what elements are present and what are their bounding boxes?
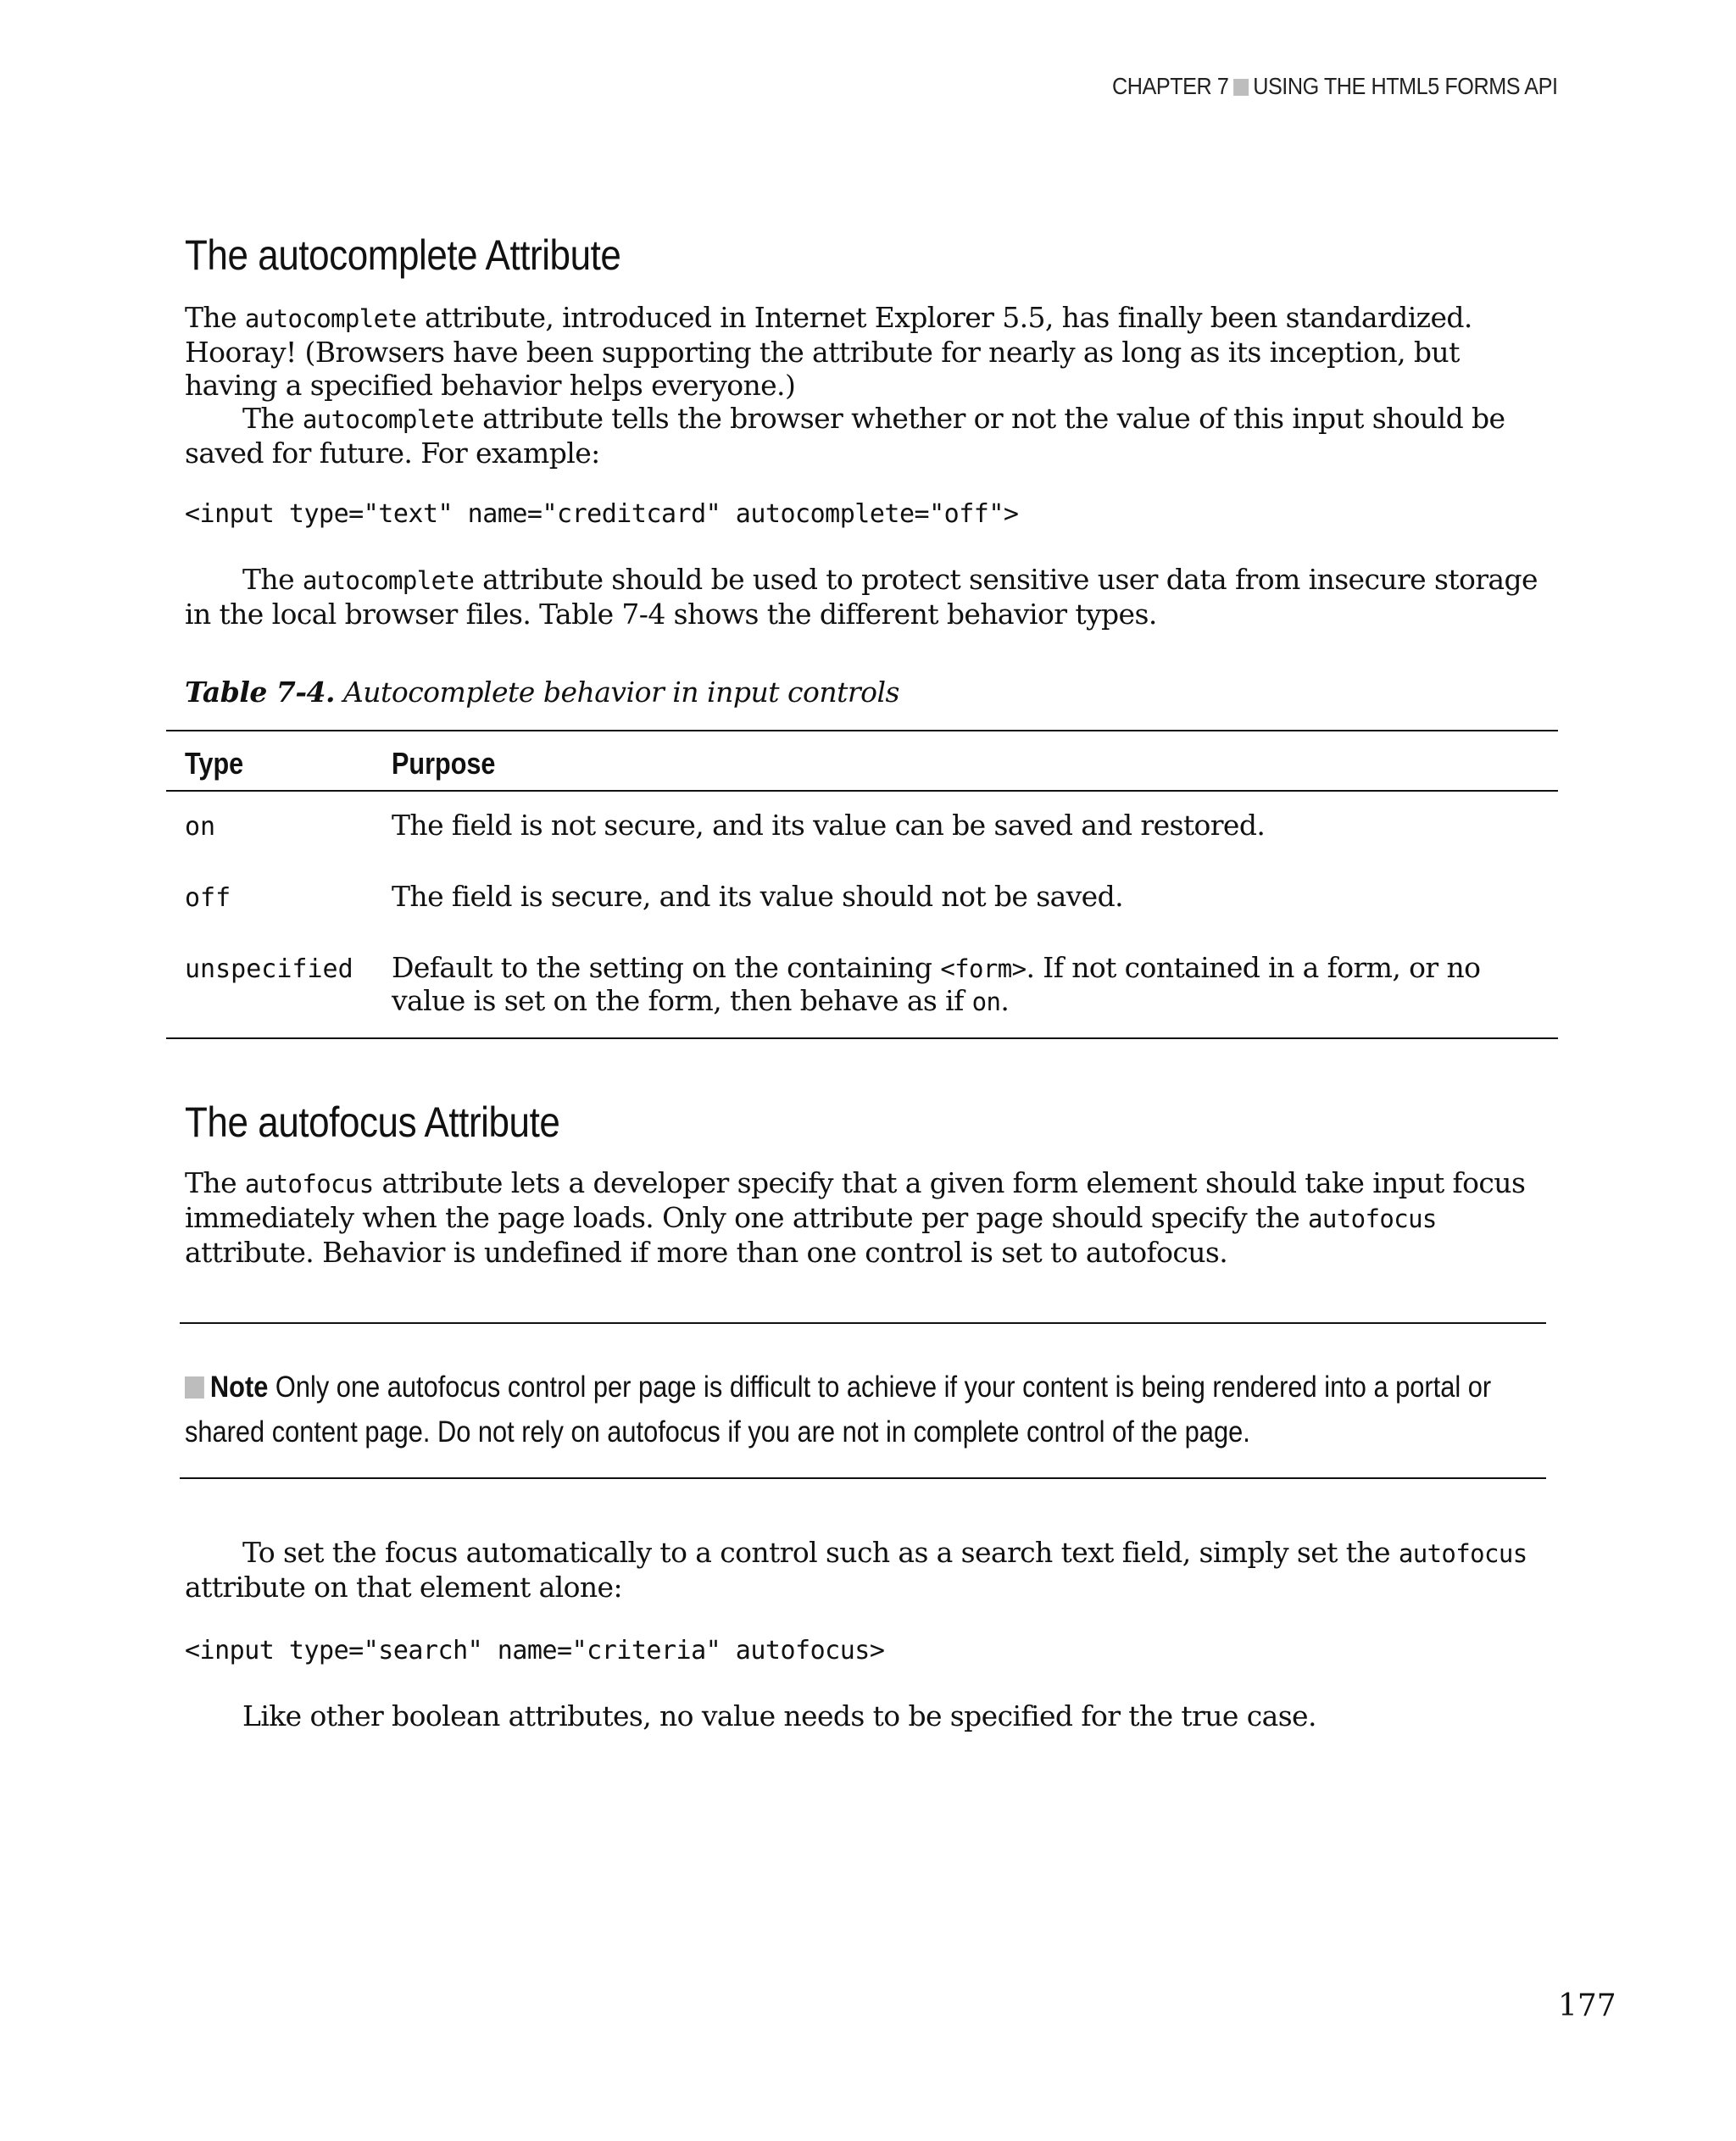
table-header-type: Type xyxy=(185,746,244,781)
inline-code: autofocus xyxy=(1398,1539,1527,1568)
paragraph-boolean-note: Like other boolean attributes, no value needs to be specified for the true case. xyxy=(242,1699,1316,1732)
page-number: 177 xyxy=(1558,1988,1616,2023)
inline-code: autocomplete xyxy=(244,304,417,333)
section-heading-autofocus: The autofocus Attribute xyxy=(185,1098,560,1146)
note-box xyxy=(185,1365,1527,1454)
text: The xyxy=(242,402,303,435)
text: attribute on that element alone: xyxy=(185,1571,622,1604)
table-header-rule xyxy=(166,790,1558,792)
note-text: Only one autofocus control per page is difficult to achieve if your content is being rendered into a portal or shared content page. Do not rely on autofocus if you are not in complete control of the page. xyxy=(185,1371,1492,1449)
table-header-purpose: Purpose xyxy=(392,746,496,781)
square-bullet-icon xyxy=(185,1376,204,1399)
paragraph-autofocus-usage xyxy=(185,1536,1558,1604)
paragraph-autocomplete-purpose xyxy=(185,402,1558,470)
text: . If not contained in a form, or no value is set on the form, then behave as if xyxy=(392,951,1481,1017)
text: The xyxy=(242,563,303,596)
inline-code: autofocus xyxy=(1308,1204,1437,1233)
table-cell-type: unspecified xyxy=(185,954,353,984)
text: attribute. Behavior is undefined if more than one control is set to autofocus. xyxy=(185,1236,1228,1269)
text: . xyxy=(1000,984,1010,1017)
chapter-label: CHAPTER 7 xyxy=(1112,73,1229,99)
section-heading-autocomplete: The autocomplete Attribute xyxy=(185,231,621,279)
table-caption xyxy=(185,676,899,709)
text: The xyxy=(185,1166,245,1199)
note-label: Note xyxy=(209,1371,269,1404)
inline-code: <form> xyxy=(940,954,1027,983)
paragraph-autocomplete-security xyxy=(185,563,1558,631)
section-label: USING THE HTML5 FORMS API xyxy=(1253,73,1558,99)
text: attribute lets a developer specify that a given form element should take input focus immediately when the page loads. Only one attribute per page should specify the xyxy=(185,1166,1526,1234)
text: attribute should be used to protect sensitive user data from insecure storage in the local browser files. Table 7-4 shows the different behavior types. xyxy=(185,563,1538,631)
table-caption-label: Table 7-4. xyxy=(185,676,335,709)
table-cell-purpose: The field is not secure, and its value can be saved and restored. xyxy=(392,809,1266,842)
inline-code: autocomplete xyxy=(302,405,475,434)
table-cell-type: on xyxy=(185,812,216,842)
paragraph-autocomplete-intro xyxy=(185,301,1558,470)
note-top-rule xyxy=(180,1322,1546,1324)
text: attribute tells the browser whether or not the value of this input should be saved for future. For example: xyxy=(185,402,1505,470)
table-cell-purpose xyxy=(392,952,1544,1018)
code-example-creditcard: <input type="text" name="creditcard" autocomplete="off"> xyxy=(185,499,1019,529)
table-top-rule xyxy=(166,730,1558,731)
text: Default to the setting on the containing xyxy=(392,951,941,984)
table-cell-type: off xyxy=(185,883,231,913)
inline-code: autocomplete xyxy=(302,566,475,595)
code-example-search: <input type="search" name="criteria" autofocus> xyxy=(185,1636,885,1666)
table-bottom-rule xyxy=(166,1037,1558,1039)
table-caption-text: Autocomplete behavior in input controls xyxy=(334,676,899,709)
inline-code: autofocus xyxy=(244,1170,374,1198)
text: attribute, introduced in Internet Explorer 5.5, has finally been standardized. Hooray! (Browsers have been supporting the attribute for nearly as long as its inception, but having a specified behavior helps everyone.) xyxy=(185,301,1472,402)
table-cell-purpose: The field is secure, and its value should not be saved. xyxy=(392,880,1124,913)
note-bottom-rule xyxy=(180,1477,1546,1479)
running-header xyxy=(1112,73,1558,100)
text: To set the focus automatically to a control such as a search text field, simply set the xyxy=(242,1536,1399,1569)
inline-code: on xyxy=(971,987,1001,1016)
paragraph-autofocus-intro xyxy=(185,1166,1558,1269)
text: The xyxy=(185,301,245,334)
square-bullet-icon xyxy=(1233,79,1249,96)
